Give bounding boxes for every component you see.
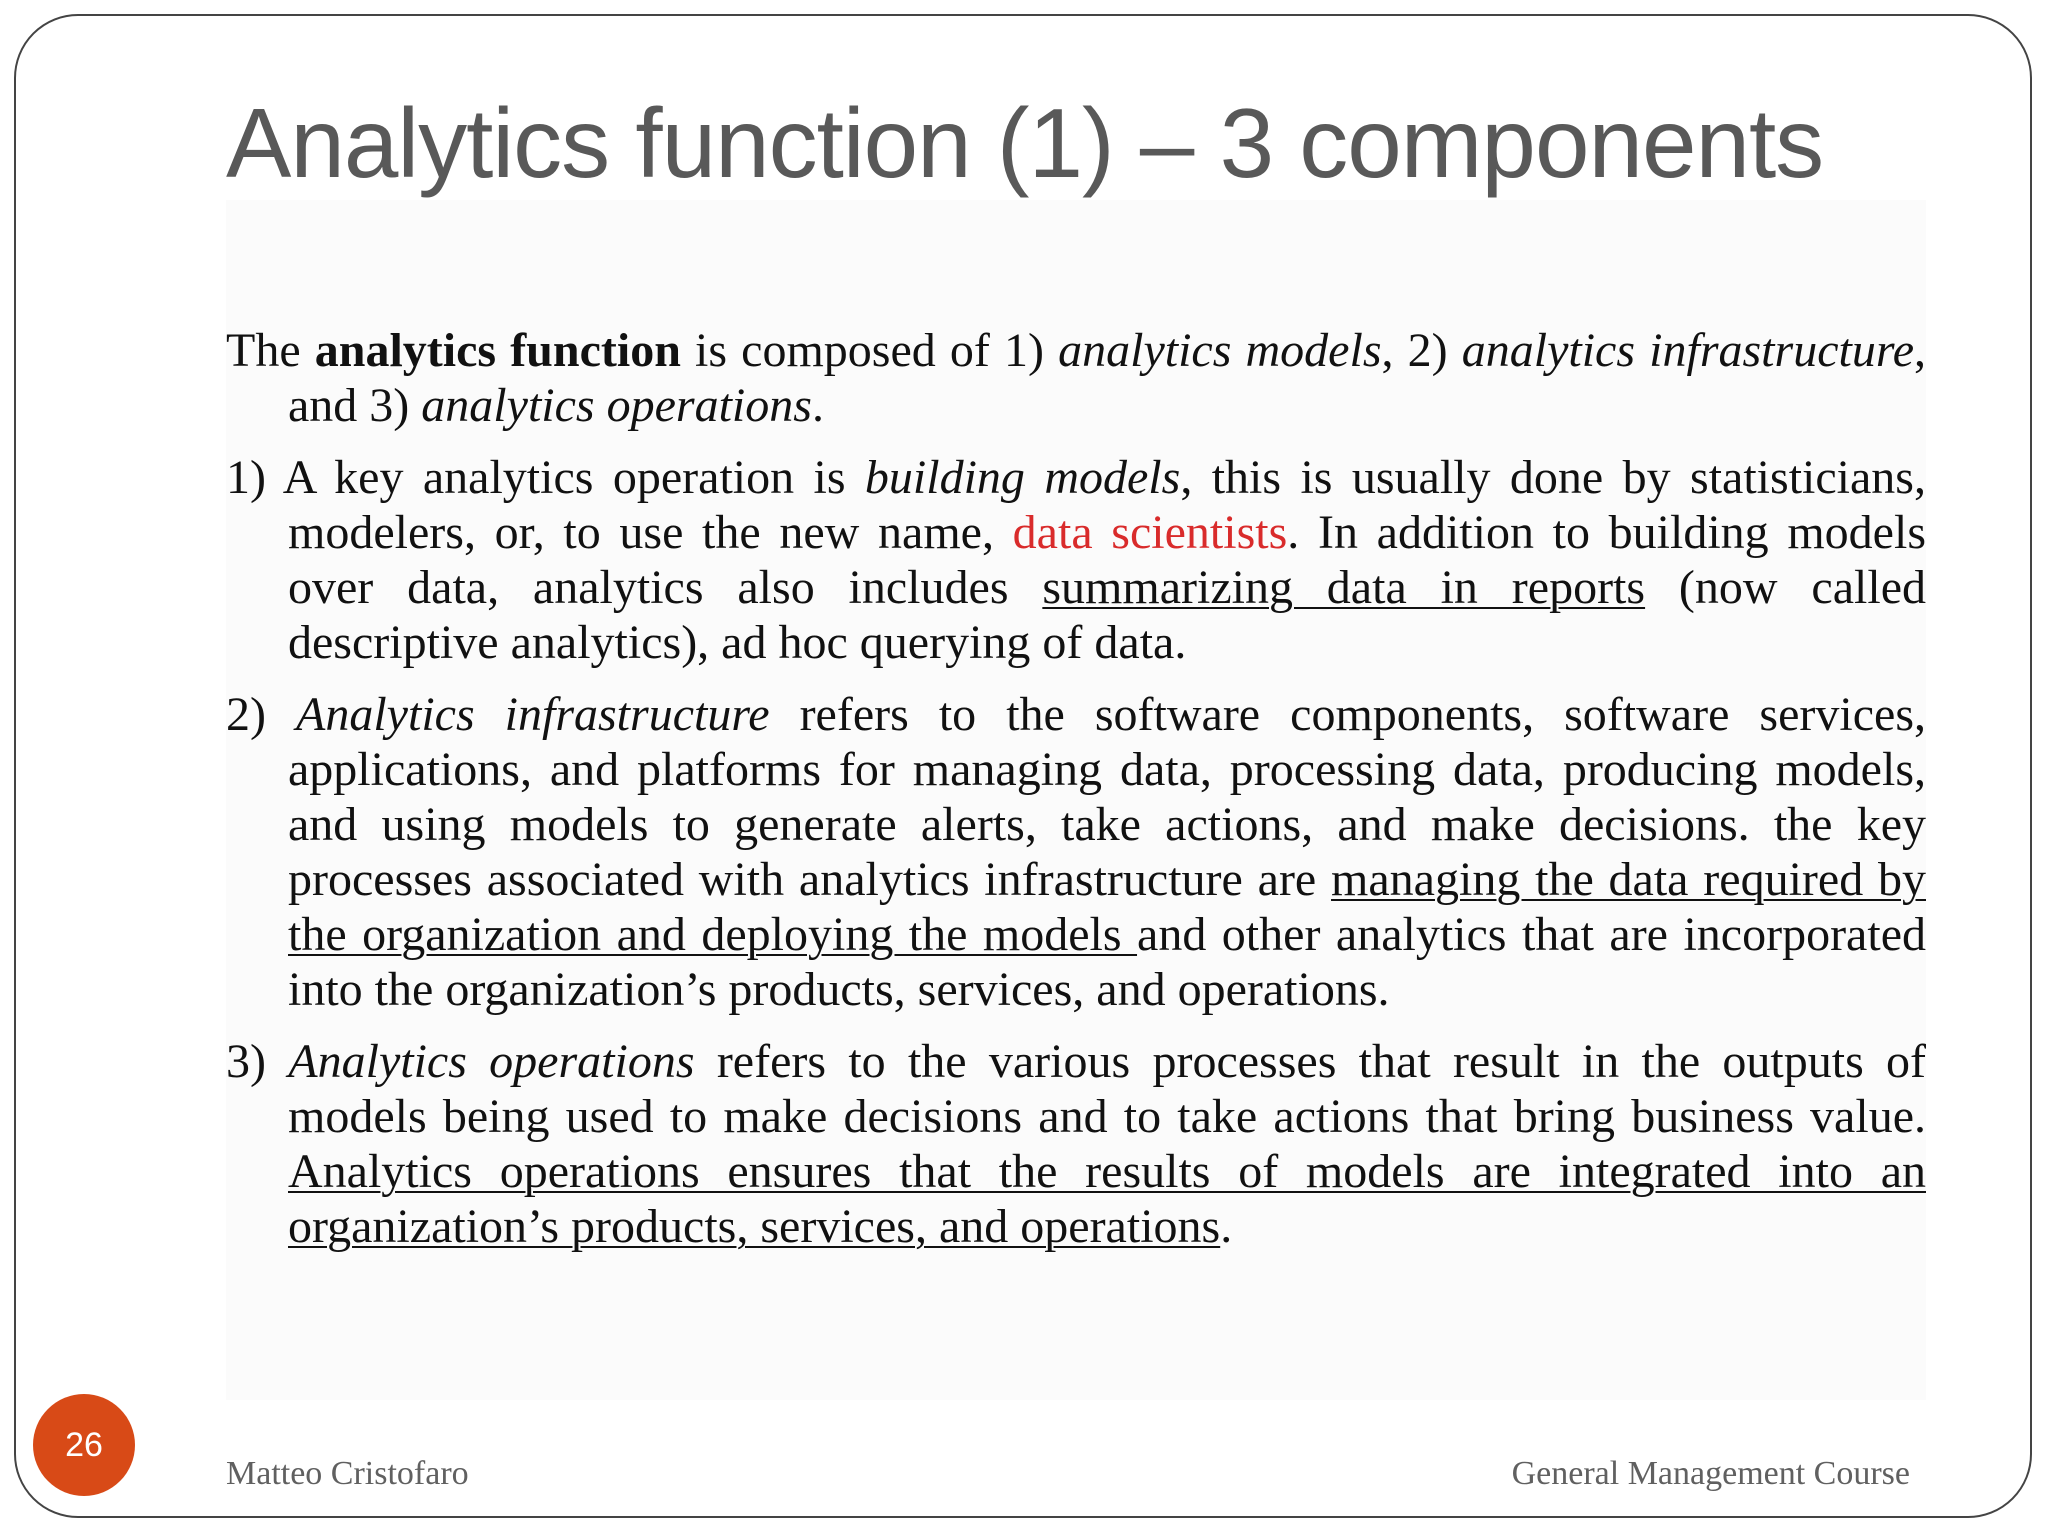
footer-course: General Management Course (1511, 1455, 1910, 1492)
underlined-text: Analytics operations ensures that the results of models are integrated into an organization’s products, services, and operations (288, 1145, 1926, 1253)
intro-text: is composed of 1) (680, 324, 1059, 377)
list-item-3 (226, 1034, 1926, 1254)
intro-italic-term: analytics infrastructure (1461, 324, 1915, 377)
intro-paragraph (226, 323, 1926, 433)
item-text: refers to the various processes that result in the outputs of models being used to make decisions and to take actions that bring business value. (288, 1035, 1927, 1143)
intro-italic-term: analytics models (1058, 324, 1382, 377)
item-text: refers to the software components, software services, applications, and platforms for managing data, processing data, producing models, and using models to generate alerts, take actions, and make decisions. the key processes associated with analytics infrastructure are (288, 688, 1926, 906)
item-text: (now called descriptive analytics), ad hoc querying of data. (288, 561, 1927, 669)
item-text: , this is usually done by statisticians, modelers, or, to use the new name, (288, 451, 1926, 559)
item-text: 1) A key analytics operation is (226, 451, 865, 504)
intro-text: . (811, 379, 824, 432)
slide-body (226, 323, 1926, 1271)
list-item-1 (226, 450, 1926, 670)
underlined-text: summarizing data in reports (1042, 561, 1646, 614)
footer-author: Matteo Cristofaro (226, 1455, 469, 1492)
intro-text: , 2) (1381, 324, 1462, 377)
item-text: . In addition to building models over data, analytics also includes (288, 506, 1927, 614)
item-text: . (1220, 1200, 1233, 1253)
item-italic-term: building models (864, 451, 1181, 504)
item-text: and other analytics that are incorporated into the organization’s products, services, and operations. (288, 908, 1926, 1016)
slide-title: Analytics function (1) – 3 components (226, 88, 1824, 198)
item-text: 3) (226, 1035, 289, 1088)
item-text: 2) (226, 688, 297, 741)
highlight-red-text: data scientists (1012, 506, 1288, 559)
item-italic-term: Analytics infrastructure (296, 688, 770, 741)
intro-text: The (226, 324, 315, 377)
intro-text: , and 3) (288, 324, 1927, 432)
intro-bold-term: analytics function (314, 324, 681, 377)
intro-italic-term: analytics operations (421, 379, 812, 432)
item-italic-term: Analytics operations (288, 1035, 695, 1088)
page-number-badge: 26 (33, 1394, 135, 1496)
list-item-2 (226, 687, 1926, 1017)
underlined-text: managing the data required by the organization and deploying the models (288, 853, 1926, 961)
